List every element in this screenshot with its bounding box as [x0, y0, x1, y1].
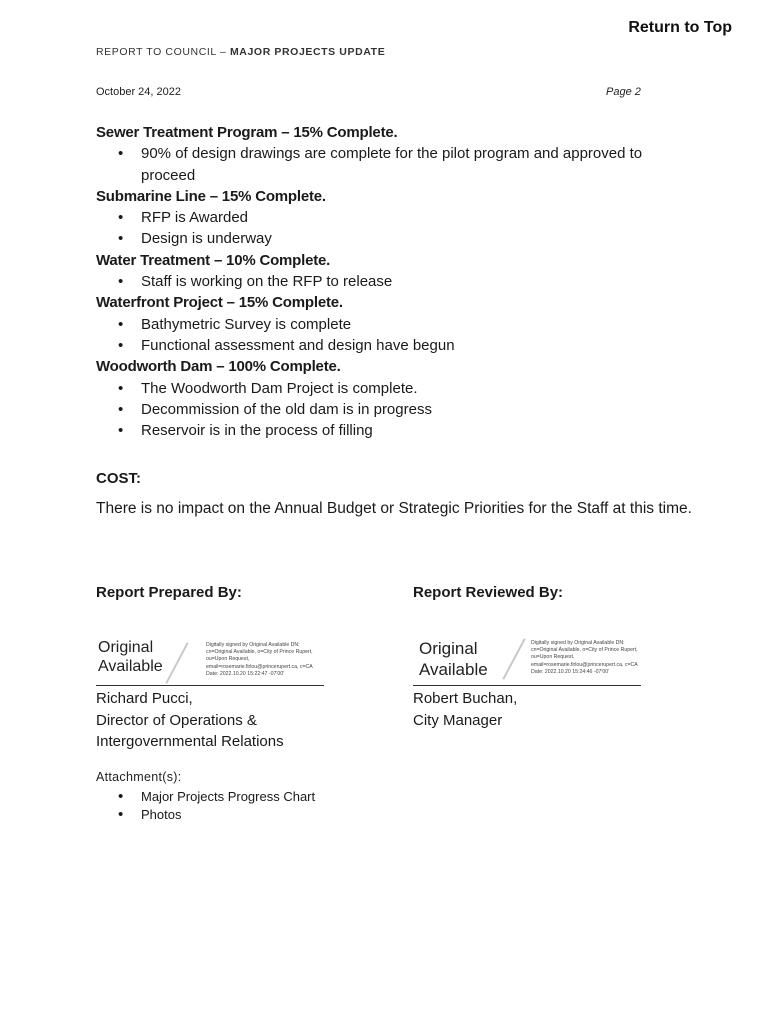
signature-mark: [165, 642, 188, 684]
stamp-line: Original: [419, 639, 478, 658]
signature-stamp-text: [419, 638, 488, 680]
signer-role: City Manager: [413, 711, 503, 729]
signer-role: Director of Operations &: [96, 711, 257, 729]
project-title: Woodworth Dam – 100% Complete.: [96, 358, 341, 376]
reviewed-signature: [413, 636, 641, 688]
return-to-top-link[interactable]: Return to Top: [628, 19, 732, 36]
stamp-line: Original: [98, 639, 154, 656]
cost-heading: COST:: [96, 470, 141, 487]
list-item: • RFP is Awarded: [96, 207, 696, 228]
project-title: Waterfront Project – 15% Complete.: [96, 294, 343, 312]
prepared-by-name-block: [96, 688, 284, 753]
prepared-signature: [96, 636, 324, 688]
list-item: • Decommission of the old dam is in progress: [96, 399, 696, 420]
attachments-list: [96, 788, 315, 823]
project-title: Sewer Treatment Program – 15% Complete.: [96, 124, 398, 141]
list-item: • Functional assessment and design have begun: [96, 335, 696, 356]
reviewed-by-name-block: [413, 688, 517, 731]
list-item: • Bathymetric Survey is complete: [96, 314, 696, 335]
attachments-label: Attachment(s):: [96, 770, 182, 784]
signature-mark: [502, 638, 525, 680]
signer-role: Intergovernmental Relations: [96, 733, 284, 750]
list-item: • The Woodworth Dam Project is complete.: [96, 378, 696, 399]
project-items: [96, 378, 696, 442]
signer-name: Robert Buchan,: [413, 690, 518, 707]
header-title: MAJOR PROJECTS UPDATE: [229, 46, 386, 58]
signer-name: Richard Pucci,: [96, 690, 193, 707]
report-date: October 24, 2022: [96, 86, 182, 98]
list-item: • Staff is working on the RFP to release: [96, 271, 696, 292]
signature-line: [96, 685, 324, 686]
project-items: [96, 271, 696, 292]
signature-line: [413, 685, 641, 686]
list-item: • Design is underway: [96, 228, 696, 249]
signature-detail: Digitally signed by Original Available DN: cn=Original Available, o=City of Prince Rupert, ou=Upon Request, email=rosemarie.firlou@princerupert.ca, c=CA Date: 2022.10.20 15:22:47 -07'00': [206, 642, 313, 677]
list-item: • 90% of design drawings are complete for the pilot program and approved to proceed: [96, 143, 696, 186]
project-title: Water Treatment – 10% Complete.: [96, 251, 331, 269]
list-item: • Photos: [96, 806, 315, 824]
cost-text: There is no impact on the Annual Budget or Strategic Priorities for the Staff at this time.: [96, 500, 692, 517]
signature-stamp-text: [98, 638, 163, 676]
reviewed-by-heading: Report Reviewed By:: [413, 584, 564, 601]
stamp-line: Available: [419, 660, 488, 679]
project-items: [96, 207, 696, 250]
projects-section: [96, 122, 696, 441]
page-number: Page 2: [606, 86, 641, 98]
list-item: • Major Projects Progress Chart: [96, 788, 315, 806]
project-title: Submarine Line – 15% Complete.: [96, 187, 326, 205]
signature-detail: Digitally signed by Original Available DN: cn=Original Available, o=City of Prince Rupert, ou=Upon Request, email=rosemarie.firlou@princerupert.ca, c=CA Date: 2022.10.20 15:24:46 -07'00': [531, 640, 638, 675]
stamp-line: Available: [98, 658, 163, 675]
project-items: [96, 314, 696, 357]
prepared-by-heading: Report Prepared By:: [96, 584, 242, 601]
report-header: [96, 46, 385, 58]
project-items: [96, 143, 696, 186]
header-prefix: REPORT TO COUNCIL –: [96, 46, 230, 58]
list-item: • Reservoir is in the process of filling: [96, 420, 696, 441]
